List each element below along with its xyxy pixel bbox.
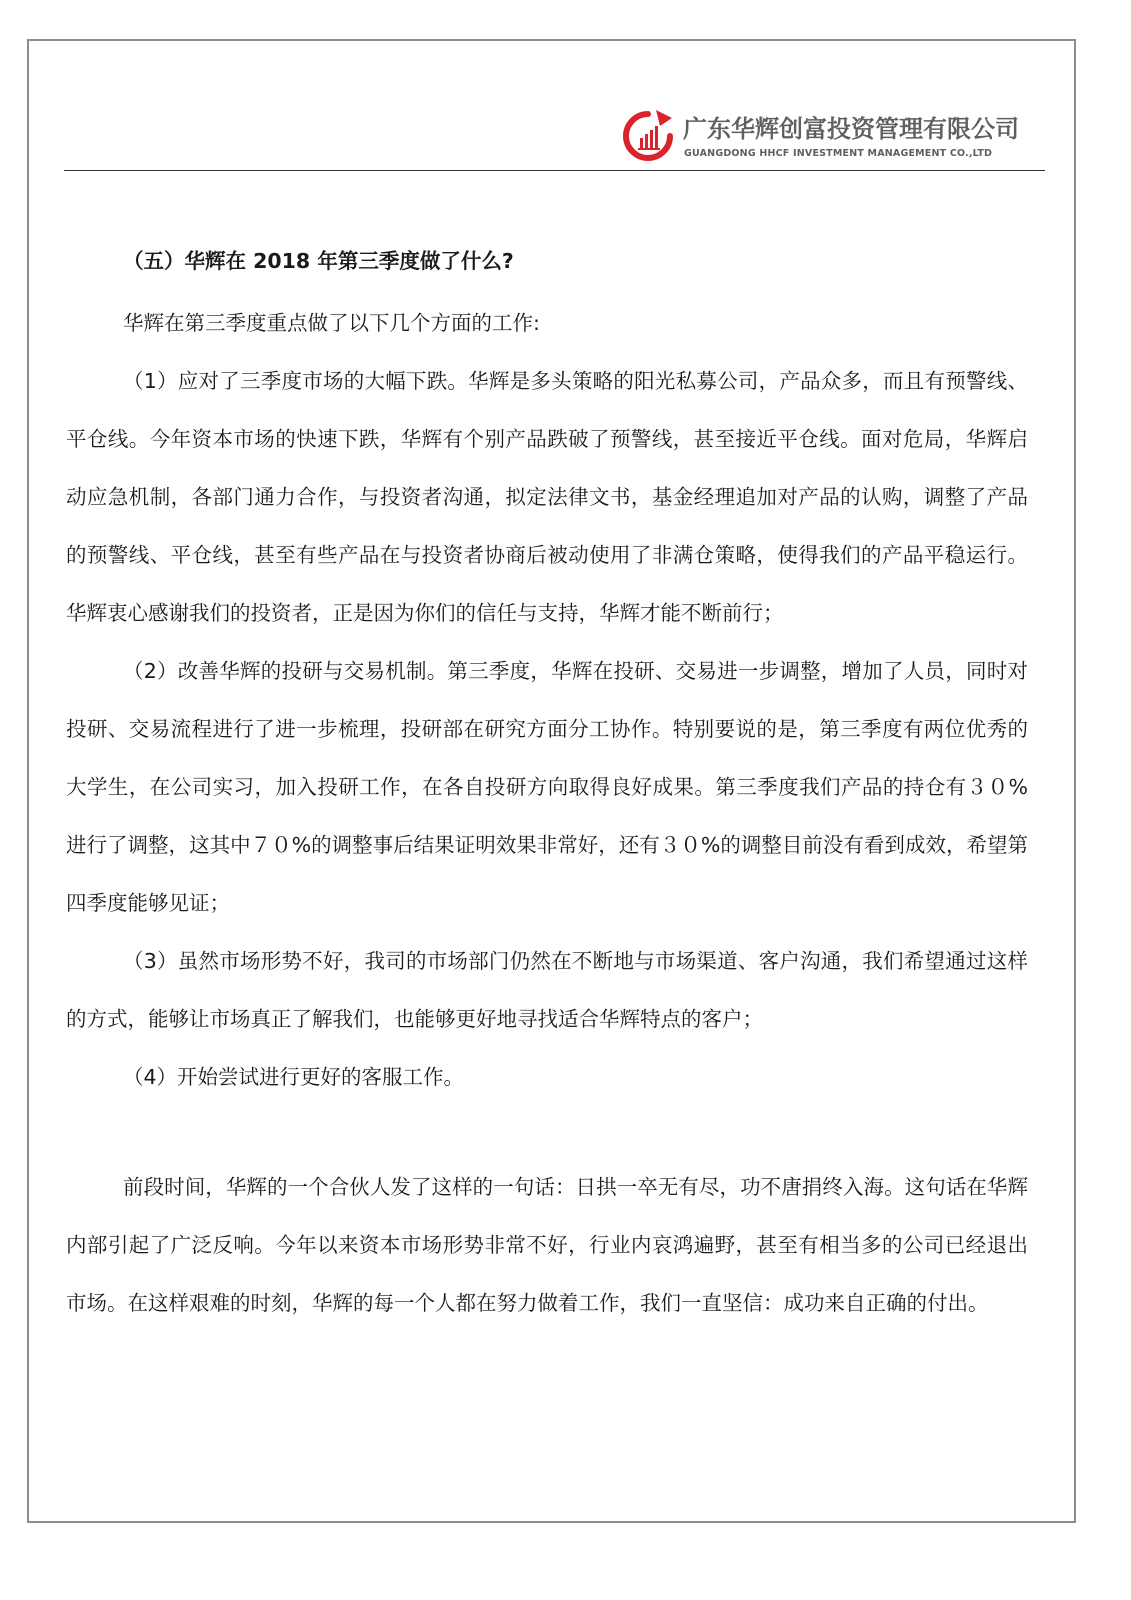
section-heading: （五）华辉在 2018 年第三季度做了什么? bbox=[123, 249, 514, 273]
hhcf-logo-icon bbox=[620, 108, 676, 164]
company-name-en: GUANGDONG HHCF INVESTMENT MANAGEMENT CO.,LTD bbox=[684, 148, 993, 159]
document-body bbox=[66, 236, 1028, 1332]
work-item-4: （4）开始尝试进行更好的客服工作。 bbox=[123, 1065, 465, 1089]
work-item-2: （2）改善华辉的投研与交易机制。第三季度，华辉在投研、交易进一步调整，增加了人员，同时对投研、交易流程进行了进一步梳理，投研部在研究方面分工协作。特别要说的是，第三季度有两位优秀的大学生，在公司实习，加入投研工作，在各自投研方向取得良好成果。第三季度我们产品的持仓有３０%进行了调整，这其中７０%的调整事后结果证明效果非常好，还有３０%的调整目前没有看到成效，希望第四季度能够见证； bbox=[66, 659, 1028, 915]
paragraph-gap bbox=[66, 1106, 1028, 1158]
work-item-1: （1）应对了三季度市场的大幅下跌。华辉是多头策略的阳光私募公司，产品众多，而且有预警线、平仓线。今年资本市场的快速下跌，华辉有个别产品跌破了预警线，甚至接近平仓线。面对危局，华辉启动应急机制，各部门通力合作，与投资者沟通，拟定法律文书，基金经理追加对产品的认购，调整了产品的预警线、平仓线，甚至有些产品在与投资者协商后被动使用了非满仓策略，使得我们的产品平稳运行。华辉衷心感谢我们的投资者，正是因为你们的信任与支持，华辉才能不断前行； bbox=[66, 369, 1028, 625]
header-divider bbox=[64, 170, 1045, 171]
letterhead bbox=[620, 108, 1030, 168]
work-item-3: （3）虽然市场形势不好，我司的市场部门仍然在不断地与市场渠道、客户沟通，我们希望通过这样的方式，能够让市场真正了解我们，也能够更好地寻找适合华辉特点的客户； bbox=[66, 949, 1028, 1031]
company-name-cn: 广东华辉创富投资管理有限公司 bbox=[683, 115, 1019, 143]
intro-paragraph: 华辉在第三季度重点做了以下几个方面的工作: bbox=[123, 311, 540, 335]
closing-paragraph: 前段时间，华辉的一个合伙人发了这样的一句话：日拱一卒无有尽，功不唐捐终入海。这句话在华辉内部引起了广泛反响。今年以来资本市场形势非常不好，行业内哀鸿遍野，甚至有相当多的公司已经退出市场。在这样艰难的时刻，华辉的每一个人都在努力做着工作，我们一直坚信：成功来自正确的付出。 bbox=[66, 1175, 1028, 1315]
